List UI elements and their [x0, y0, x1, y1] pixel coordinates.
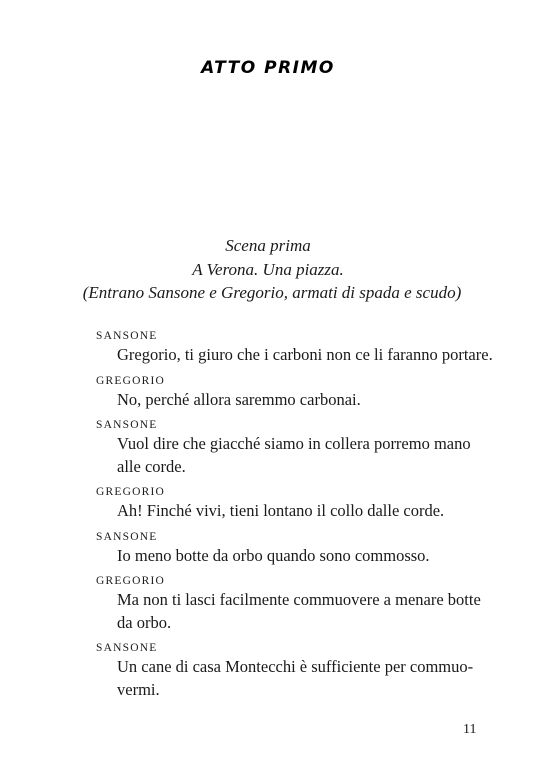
speech: [96, 656, 486, 701]
speaker-name: SANSONE: [96, 530, 158, 543]
speech-line: alle corde.: [117, 456, 186, 476]
speaker-name: SANSONE: [96, 642, 158, 654]
speaker-name: SANSONE: [96, 330, 158, 342]
speech-line: No, perché allora saremmo carbonai.: [117, 389, 361, 409]
speech: [96, 500, 486, 523]
speech-line: Ah! Finché vivi, tieni lontano il collo dalle corde.: [117, 501, 445, 520]
page-number: 11: [463, 722, 477, 737]
speech-line: Gregorio, ti giuro che i carboni non ce li faranno portare.: [117, 345, 493, 364]
stage-direction: (Entrano Sansone e Gregorio, armati di spada e scudo): [82, 283, 462, 302]
speaker-name: SANSONE: [96, 419, 158, 431]
speech-line: Vuol dire che giacché siamo in collera porremo mano: [117, 434, 471, 453]
speaker-name: GREGORIO: [96, 374, 166, 387]
speaker-name: GREGORIO: [96, 486, 166, 498]
speech-line: Ma non ti lasci facilmente commuovere a menare botte: [117, 590, 481, 609]
speech-line: Io meno botte da orbo quando sono commosso.: [117, 545, 430, 565]
speech: [96, 389, 486, 412]
scene-setting: A Verona. Una piazza.: [192, 259, 344, 279]
dialogue: [96, 328, 493, 701]
speech: [96, 433, 486, 478]
speech: [96, 344, 493, 367]
speech-line: Un cane di casa Montecchi è sufficiente per commuo-: [117, 657, 474, 676]
speaker-name: GREGORIO: [96, 575, 166, 587]
act-title: ATTO PRIMO: [201, 58, 335, 78]
speech-line: da orbo.: [117, 612, 172, 632]
speech-line: vermi.: [117, 679, 160, 699]
scene-heading: [0, 234, 536, 305]
speech: [96, 545, 486, 568]
scene-title: Scena prima: [225, 236, 311, 255]
speech: [96, 589, 486, 634]
